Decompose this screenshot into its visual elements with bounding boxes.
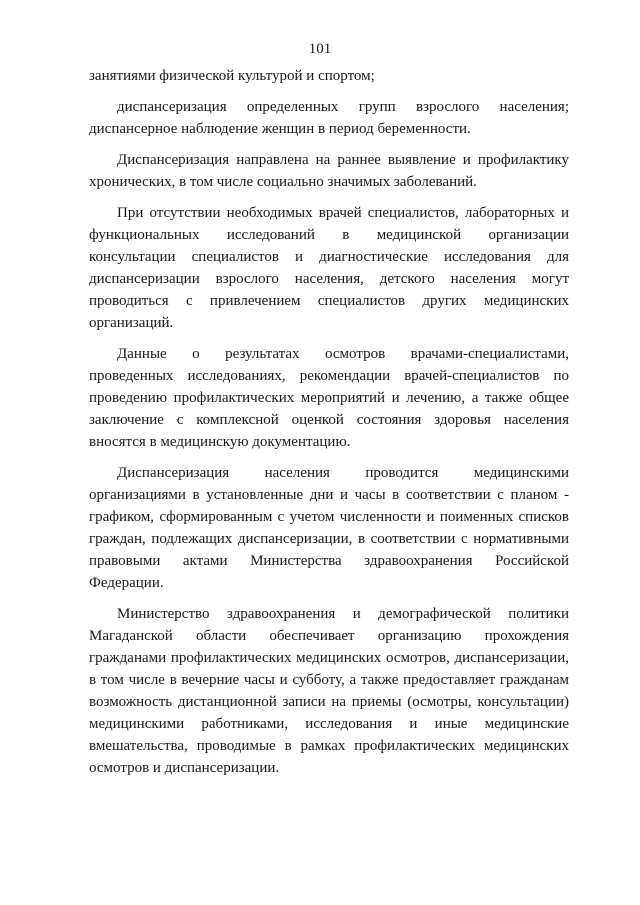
text-line: консультации специалистов и диагностические исследования для <box>89 249 569 265</box>
paragraph-gap <box>89 594 569 603</box>
text-line: организаций. <box>89 315 174 331</box>
paragraph-gap <box>89 334 569 343</box>
text-line: Магаданской области обеспечивает организацию прохождения <box>89 628 569 644</box>
text-line: Данные о результатах осмотров врачами-специалистами, <box>117 346 569 362</box>
text-line: Федерации. <box>89 575 164 591</box>
paragraph <box>89 96 569 140</box>
text-line: в том числе в вечерние часы и субботу, а также предоставляет гражданам <box>89 672 569 688</box>
text-line: диспансеризации взрослого населения, детского населения могут <box>89 271 569 287</box>
text-line: Министерство здравоохранения и демографической политики <box>117 606 569 622</box>
text-line: Диспансеризация населения проводится медицинскими <box>117 465 569 481</box>
paragraph <box>89 603 569 779</box>
text-line: При отсутствии необходимых врачей специалистов, лабораторных и <box>117 205 569 221</box>
text-line: гражданами профилактических медицинских осмотров, диспансеризации, <box>89 650 569 666</box>
paragraph <box>89 462 569 594</box>
text-line: граждан, подлежащих диспансеризации, в соответствии с нормативными <box>89 531 569 547</box>
text-line: организациями в установленные дни и часы в соответствии с планом - <box>89 487 569 503</box>
text-line: диспансеризация определенных групп взрослого населения; <box>117 99 569 115</box>
body-text <box>89 65 569 779</box>
text-line: возможность дистанционной записи на приемы (осмотры, консультации) <box>89 694 569 710</box>
text-line: функциональных исследований в медицинской организации <box>89 227 569 243</box>
text-line: осмотров и диспансеризации. <box>89 760 280 776</box>
text-line: проведению профилактических мероприятий и лечению, а также общее <box>89 390 569 406</box>
text-line: заключение с комплексной оценкой состояния здоровья населения <box>89 412 569 428</box>
text-line: Диспансеризация направлена на раннее выявление и профилактику <box>117 152 569 168</box>
text-line: вмешательства, проводимые в рамках профилактических медицинских <box>89 738 569 754</box>
paragraph-gap <box>89 453 569 462</box>
paragraph-gap <box>89 193 569 202</box>
text-line: проводиться с привлечением специалистов других медицинских <box>89 293 569 309</box>
text-line: графиком, сформированным с учетом численности и поименных списков <box>89 509 569 525</box>
text-line: хронических, в том числе социально значимых заболеваний. <box>89 174 477 190</box>
paragraph <box>89 343 569 453</box>
page-number: 101 <box>308 41 332 57</box>
text-line: диспансерное наблюдение женщин в период беременности. <box>89 121 471 137</box>
text-line: занятиями физической культурой и спортом; <box>89 68 375 84</box>
text-line: медицинскими работниками, исследования и иные медицинские <box>89 716 569 732</box>
text-line: вносятся в медицинскую документацию. <box>89 434 351 450</box>
text-line: правовыми актами Министерства здравоохранения Российской <box>89 553 569 569</box>
paragraph <box>89 65 569 87</box>
paragraph-gap <box>89 87 569 96</box>
paragraph-gap <box>89 140 569 149</box>
paragraph <box>89 149 569 193</box>
text-line: проведенных исследованиях, рекомендации врачей-специалистов по <box>89 368 569 384</box>
paragraph <box>89 202 569 334</box>
